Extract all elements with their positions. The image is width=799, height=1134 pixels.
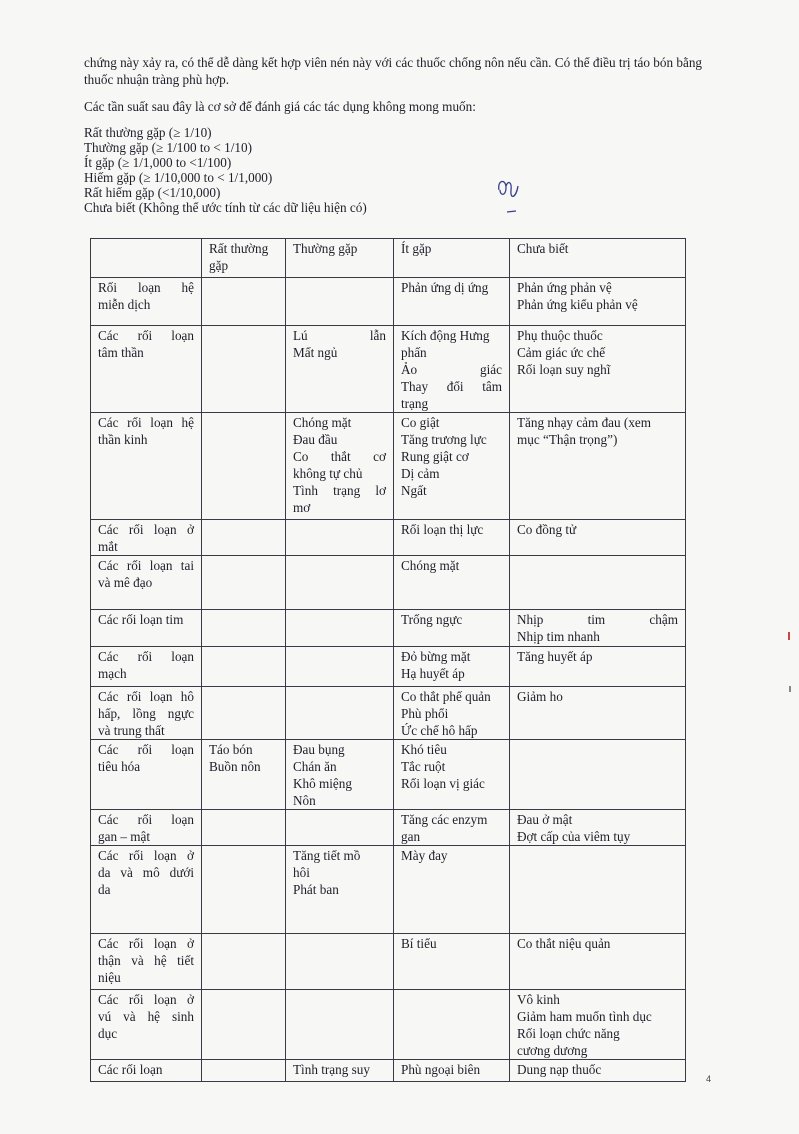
cell-text: Tình trạng lơ [293, 483, 386, 498]
cell-text: Các rối loạn hệ [98, 415, 194, 430]
cell-common [286, 520, 394, 556]
cell-uncommon [394, 990, 510, 1060]
cell-very-common [202, 1060, 286, 1082]
frequency-item: Rất hiếm gặp (<1/10,000) [84, 185, 221, 200]
cell-text: Các rối loạn [98, 649, 194, 664]
cell-uncommon [394, 740, 510, 810]
table-row [91, 520, 686, 556]
cell-text: mơ [293, 500, 311, 515]
cell-text: Các rối loạn [98, 1062, 163, 1077]
cell-organ [91, 740, 202, 810]
cell-text: vú và hệ sinh [98, 1009, 194, 1024]
cell-very-common [202, 810, 286, 846]
header-organ [91, 239, 202, 278]
cell-common [286, 610, 394, 647]
cell-text: Rối loạn chức năng [517, 1026, 620, 1041]
cell-text: dục [98, 1026, 118, 1041]
cell-common [286, 990, 394, 1060]
cell-very-common [202, 326, 286, 413]
cell-unknown [510, 846, 686, 934]
frequency-item: Hiếm gặp (≥ 1/10,000 to < 1/1,000) [84, 170, 273, 185]
cell-text: Rối loạn thị lực [401, 522, 484, 537]
cell-text: Phản ứng dị ứng [401, 280, 489, 295]
cell-text: hôi [293, 865, 310, 880]
table-row [91, 740, 686, 810]
cell-text: Nhịp tim nhanh [517, 629, 600, 644]
intro-paragraph-2: Các tần suất sau đây là cơ sở để đánh giá các tác dụng không mong muốn: [84, 99, 476, 114]
margin-mark [789, 686, 791, 692]
cell-text: hấp, lồng ngực [98, 706, 194, 721]
cell-text: Ảo giác [401, 362, 502, 377]
cell-unknown [510, 610, 686, 647]
cell-text: Hạ huyết áp [401, 666, 465, 681]
table-row [91, 647, 686, 687]
frequency-item: Rất thường gặp (≥ 1/10) [84, 125, 212, 140]
cell-text: Co thắt niệu quản [517, 936, 611, 951]
cell-organ [91, 413, 202, 520]
cell-text: Tăng trương lực [401, 432, 487, 447]
cell-text: Nôn [293, 793, 316, 808]
cell-text: Phụ thuộc thuốc [517, 328, 603, 343]
cell-text: Đỏ bừng mặt [401, 649, 471, 664]
adverse-effects-table [90, 238, 686, 1082]
cell-text: Kích động Hưng [401, 328, 490, 343]
frequency-item: Thường gặp (≥ 1/100 to < 1/10) [84, 140, 252, 155]
header-very-common: Rất thường gặp [202, 239, 286, 278]
cell-uncommon [394, 810, 510, 846]
table-row [91, 610, 686, 647]
cell-very-common [202, 934, 286, 990]
cell-text: Co đồng tử [517, 522, 577, 537]
cell-organ [91, 687, 202, 740]
cell-text: Tăng các enzym [401, 812, 488, 827]
cell-text: Các rối loạn hô [98, 689, 194, 704]
cell-uncommon [394, 326, 510, 413]
cell-organ [91, 1060, 202, 1082]
cell-common [286, 846, 394, 934]
cell-organ [91, 810, 202, 846]
cell-text: Tăng huyết áp [517, 649, 593, 664]
cell-text: Khô miệng [293, 776, 352, 791]
cell-text: Co thắt phế quản [401, 689, 491, 704]
cell-text: Dị cảm [401, 466, 440, 481]
margin-mark [788, 632, 790, 640]
cell-text: Chóng mặt [401, 558, 460, 573]
cell-text: Dung nạp thuốc [517, 1062, 602, 1077]
cell-text: trạng [401, 396, 429, 411]
cell-very-common [202, 278, 286, 326]
cell-common [286, 810, 394, 846]
cell-common [286, 740, 394, 810]
cell-text: Chán ăn [293, 759, 337, 774]
cell-very-common [202, 556, 286, 610]
cell-text: Khó tiêu [401, 742, 447, 757]
cell-text: Đợt cấp của viêm tụy [517, 829, 631, 844]
cell-text: không tự chủ [293, 466, 363, 481]
cell-very-common [202, 647, 286, 687]
table-row [91, 278, 686, 326]
cell-uncommon [394, 610, 510, 647]
cell-uncommon [394, 647, 510, 687]
cell-text: Rối loạn hệ [98, 280, 194, 295]
cell-text: Phát ban [293, 882, 339, 897]
cell-text: Ức chế hô hấp [401, 723, 478, 738]
cell-text: tiêu hóa [98, 759, 141, 774]
cell-common [286, 647, 394, 687]
cell-text: Mày đay [401, 848, 448, 863]
cell-common [286, 687, 394, 740]
cell-text: Rung giật cơ [401, 449, 469, 464]
table-row [91, 846, 686, 934]
cell-text: Ngất [401, 483, 427, 498]
cell-organ [91, 647, 202, 687]
cell-unknown [510, 326, 686, 413]
cell-text: Các rối loạn ở [98, 936, 194, 951]
cell-text: gan – mật [98, 829, 151, 844]
cell-uncommon [394, 1060, 510, 1082]
cell-uncommon [394, 934, 510, 990]
cell-text: Các rối loạn [98, 812, 194, 827]
cell-uncommon [394, 520, 510, 556]
cell-text: Chóng mặt [293, 415, 352, 430]
cell-common [286, 934, 394, 990]
header-uncommon: Ít gặp [394, 239, 510, 278]
cell-common [286, 413, 394, 520]
page-number: 4 [706, 1074, 712, 1084]
frequency-list [84, 125, 714, 215]
table-row [91, 326, 686, 413]
cell-text: Phù phổi [401, 706, 449, 721]
cell-uncommon [394, 556, 510, 610]
cell-common [286, 326, 394, 413]
handwritten-initials [494, 172, 524, 222]
cell-text: Đau đầu [293, 432, 338, 447]
cell-text: Lú lẫn [293, 328, 386, 343]
cell-organ [91, 990, 202, 1060]
cell-text: Các rối loạn ở [98, 992, 194, 1007]
cell-uncommon [394, 687, 510, 740]
cell-unknown [510, 520, 686, 556]
cell-text: Các rối loạn tai [98, 558, 194, 573]
cell-text: da [98, 882, 111, 897]
cell-common [286, 278, 394, 326]
table-row [91, 810, 686, 846]
cell-text: Các rối loạn ở [98, 848, 194, 863]
cell-text: mắt [98, 539, 118, 554]
cell-very-common [202, 413, 286, 520]
table-row [91, 990, 686, 1060]
cell-text: Tắc ruột [401, 759, 446, 774]
cell-common [286, 556, 394, 610]
cell-very-common [202, 687, 286, 740]
cell-very-common [202, 610, 286, 647]
cell-unknown [510, 413, 686, 520]
cell-text: Đau bụng [293, 742, 345, 757]
table-row [91, 1060, 686, 1082]
cell-text: cương dương [517, 1043, 588, 1058]
cell-unknown [510, 556, 686, 610]
cell-organ [91, 278, 202, 326]
cell-text: Co thắt cơ [293, 449, 386, 464]
cell-text: phấn [401, 345, 427, 360]
cell-uncommon [394, 846, 510, 934]
cell-text: thận và hệ tiết [98, 953, 194, 968]
cell-text: Buồn nôn [209, 759, 261, 774]
cell-text: Bí tiểu [401, 936, 437, 951]
cell-text: Giảm ham muốn tình dục [517, 1009, 652, 1024]
cell-organ [91, 326, 202, 413]
cell-organ [91, 520, 202, 556]
cell-text: Táo bón [209, 742, 253, 757]
cell-text: Vô kinh [517, 992, 560, 1007]
cell-text: Cảm giác ức chế [517, 345, 606, 360]
cell-unknown [510, 810, 686, 846]
cell-common [286, 1060, 394, 1082]
cell-text: Tình trạng suy [293, 1062, 370, 1077]
cell-text: Tăng tiết mồ [293, 848, 361, 863]
cell-unknown [510, 934, 686, 990]
cell-unknown [510, 1060, 686, 1082]
cell-text: tâm thần [98, 345, 144, 360]
frequency-item: Chưa biết (Không thể ước tính từ các dữ liệu hiện có) [84, 200, 367, 215]
cell-text: Trống ngực [401, 612, 463, 627]
cell-text: Các rối loạn tim [98, 612, 184, 627]
header-common: Thường gặp [286, 239, 394, 278]
table-row [91, 934, 686, 990]
cell-uncommon [394, 278, 510, 326]
cell-organ [91, 934, 202, 990]
cell-text: và trung thất [98, 723, 165, 738]
cell-unknown [510, 687, 686, 740]
cell-text: miễn dịch [98, 297, 151, 312]
cell-uncommon [394, 413, 510, 520]
table-row [91, 556, 686, 610]
cell-very-common [202, 740, 286, 810]
cell-organ [91, 610, 202, 647]
cell-text: Phản ứng kiểu phản vệ [517, 297, 638, 312]
cell-very-common [202, 520, 286, 556]
cell-text: Phù ngoại biên [401, 1062, 481, 1077]
cell-text: gan [401, 829, 421, 844]
intro-paragraph-1: chứng này xảy ra, có thể dễ dàng kết hợp viên nén này với các thuốc chống nôn nếu cần. Có thể điều trị táo bón bằng thuốc nhuận tràng phù hợp. [84, 55, 703, 87]
cell-text: Các rối loạn ở [98, 522, 194, 537]
frequency-item: Ít gặp (≥ 1/1,000 to <1/100) [84, 155, 232, 170]
cell-text: da và mô dưới [98, 865, 194, 880]
cell-text: Co giật [401, 415, 440, 430]
cell-text: Tăng nhạy cảm đau (xem [517, 415, 652, 430]
cell-text: Rối loạn vị giác [401, 776, 485, 791]
cell-text: Đau ở mật [517, 812, 573, 827]
cell-organ [91, 556, 202, 610]
cell-unknown [510, 990, 686, 1060]
cell-unknown [510, 740, 686, 810]
cell-text: Mất ngủ [293, 345, 338, 360]
table-row [91, 413, 686, 520]
cell-text: Phản ứng phản vệ [517, 280, 612, 295]
cell-text: thần kinh [98, 432, 148, 447]
cell-very-common [202, 990, 286, 1060]
cell-text: mạch [98, 666, 127, 681]
cell-text: Các rối loạn [98, 742, 194, 757]
cell-unknown [510, 647, 686, 687]
cell-text: mục “Thận trọng”) [517, 432, 618, 447]
cell-text: Rối loạn suy nghĩ [517, 362, 611, 377]
cell-text: Thay đổi tâm [401, 379, 502, 394]
table-row [91, 687, 686, 740]
cell-unknown [510, 278, 686, 326]
cell-text: niệu [98, 970, 121, 985]
cell-text: và mê đạo [98, 575, 153, 590]
cell-very-common [202, 846, 286, 934]
cell-organ [91, 846, 202, 934]
cell-text: Giảm ho [517, 689, 563, 704]
table-header-row [91, 239, 686, 278]
cell-text: Nhịp tim chậm [517, 612, 678, 627]
header-unknown: Chưa biết [510, 239, 686, 278]
cell-text: Các rối loạn [98, 328, 194, 343]
